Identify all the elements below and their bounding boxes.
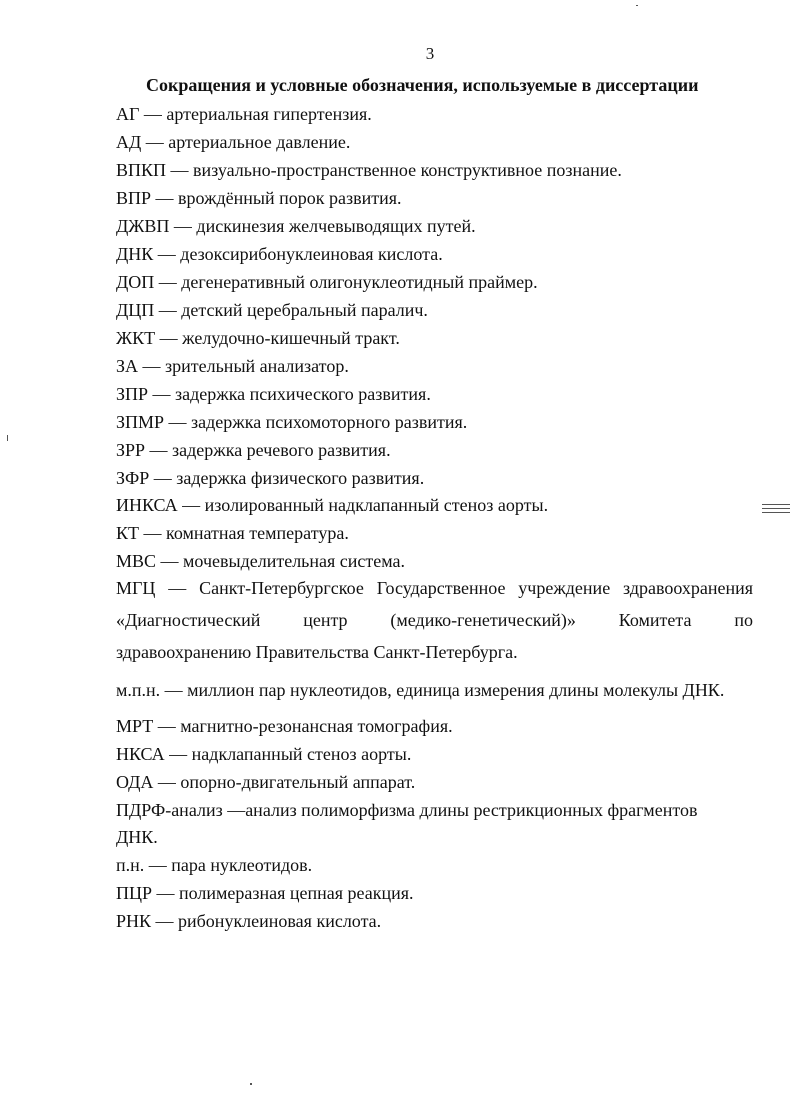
abbreviation-entry: ДЦП — детский церебральный паралич. xyxy=(116,300,428,320)
word: Государственное xyxy=(376,578,506,598)
word: по xyxy=(734,610,753,630)
abbreviation-entry: ЗПР — задержка психического развития. xyxy=(116,384,431,404)
abbreviation-entry-mpn: м.п.н. — миллион пар нуклеотидов, единица измерения длины молекулы ДНК. xyxy=(116,680,725,700)
word: МГЦ xyxy=(116,578,156,598)
scan-mark xyxy=(762,512,790,513)
word: Санкт-Петербургское xyxy=(199,578,364,598)
abbreviation-entry: ЗРР — задержка речевого развития. xyxy=(116,440,391,460)
scan-mark xyxy=(7,435,8,441)
abbreviation-entry: ВПКП — визуально-пространственное конструктивное познание. xyxy=(116,160,622,180)
abbreviation-entry: ДЖВП — дискинезия желчевыводящих путей. xyxy=(116,216,476,236)
pdrf-entry-line-2: ДНК. xyxy=(116,827,158,847)
word: Комитета xyxy=(618,610,692,630)
abbreviation-entry: ВПР — врождённый порок развития. xyxy=(116,188,402,208)
word: здравоохранения xyxy=(623,578,754,598)
abbreviation-entry: ЗФР — задержка физического развития. xyxy=(116,468,425,488)
word: учреждение xyxy=(518,578,611,598)
word: центр xyxy=(303,610,348,630)
scan-mark xyxy=(762,508,790,509)
document-title: Сокращения и условные обозначения, используемые в диссертации xyxy=(146,75,699,95)
pdrf-entry-line-1: ПДРФ-анализ —анализ полиморфизма длины рестрикционных фрагментов xyxy=(116,800,698,820)
abbreviation-entry: КТ — комнатная температура. xyxy=(116,523,349,543)
word: (медико-генетический)» xyxy=(390,610,576,630)
abbreviation-entry: ПЦР — полимеразная цепная реакция. xyxy=(116,883,414,903)
abbreviation-entry: МРТ — магнитно-резонансная томография. xyxy=(116,716,453,736)
page-number: 3 xyxy=(425,44,435,63)
mgc-entry-line-1 xyxy=(116,578,753,599)
abbreviation-entry: РНК — рибонуклеиновая кислота. xyxy=(116,911,382,931)
abbreviation-entry: ОДА — опорно-двигательный аппарат. xyxy=(116,772,416,792)
abbreviation-entry: АД — артериальное давление. xyxy=(116,132,351,152)
word: «Диагностический xyxy=(116,610,261,630)
abbreviation-entry: ИНКСА — изолированный надклапанный стеноз аорты. xyxy=(116,495,549,515)
abbreviation-entry: ЗПМР — задержка психомоторного развития. xyxy=(116,412,468,432)
mgc-entry-line-3: здравоохранению Правительства Санкт-Петербурга. xyxy=(116,642,518,662)
scan-mark xyxy=(250,1083,252,1085)
scan-mark xyxy=(636,5,638,6)
abbreviation-entry: ЖКТ — желудочно-кишечный тракт. xyxy=(116,328,400,348)
word: — xyxy=(168,578,187,598)
abbreviation-entry: п.н. — пара нуклеотидов. xyxy=(116,855,313,875)
abbreviation-entry: ЗА — зрительный анализатор. xyxy=(116,356,349,376)
mgc-entry-line-2 xyxy=(116,610,753,631)
abbreviation-entry: МВС — мочевыделительная система. xyxy=(116,551,406,571)
abbreviation-entry: ДНК — дезоксирибонуклеиновая кислота. xyxy=(116,244,443,264)
scan-mark xyxy=(762,504,790,505)
abbreviation-entry: ДОП — дегенеративный олигонуклеотидный праймер. xyxy=(116,272,538,292)
abbreviation-entry: АГ — артериальная гипертензия. xyxy=(116,104,372,124)
abbreviation-entry: НКСА — надклапанный стеноз аорты. xyxy=(116,744,412,764)
